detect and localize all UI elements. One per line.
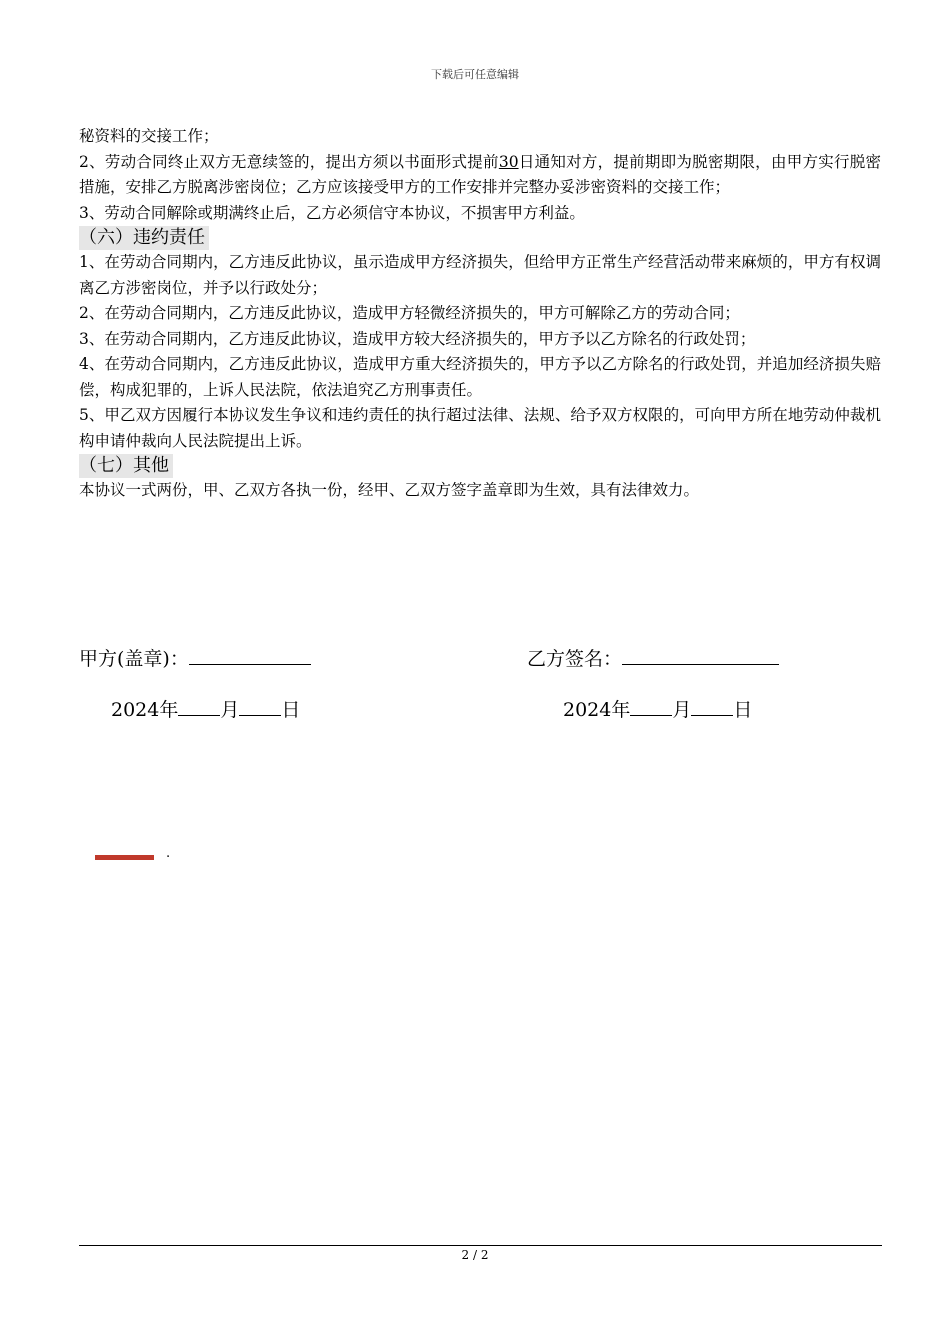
party-b-blank[interactable] [622, 646, 779, 665]
other-clause-1: 本协议一式两份，甲、乙双方各执一份，经甲、乙双方签字盖章即为生效，具有法律效力。 [79, 481, 700, 499]
party-b-month-blank[interactable] [630, 697, 672, 716]
breach-clause-2: 2、在劳动合同期内，乙方违反此协议，造成甲方轻微经济损失的，甲方可解除乙方的劳动合同； [79, 304, 740, 322]
breach-clause-3: 3、在劳动合同期内，乙方违反此协议，造成甲方较大经济损失的，甲方予以乙方除名的行政处罚； [79, 329, 756, 348]
paragraph-contract-termination: 2、劳动合同终止双方无意续签的，提出方须以书面形式提前30日通知对方，提前期即为脱密期限，由甲方实行脱密措施，安排乙方脱离涉密岗位；乙方应该接受甲方的工作安排并完整办妥涉密资料的交接工作； [79, 152, 881, 196]
party-a-signature [79, 646, 311, 672]
party-a-day-blank[interactable] [239, 697, 281, 716]
breach-clause-5: 5、甲乙双方因履行本协议发生争议和违约责任的执行超过法律、法规、给予双方权限的，可向甲方所在地劳动仲裁机构申请仲裁向人民法院提出上诉。 [79, 406, 881, 450]
document-body [79, 124, 881, 504]
paragraph-confidential-handover: 秘资料的交接工作； [79, 127, 219, 145]
paragraph-keep-agreement: 3、劳动合同解除或期满终止后，乙方必须信守本协议，不损害甲方利益。 [79, 203, 585, 222]
header-note: 下载后可任意编辑 [431, 68, 519, 81]
party-b-label: 乙方签名： [527, 648, 623, 670]
page-number: 2 / 2 [461, 1248, 489, 1262]
breach-clause-1: 1、在劳动合同期内，乙方违反此协议，虽示造成甲方经济损失，但给甲方正常生产经营活动带来麻烦的，甲方有权调离乙方涉密岗位，并予以行政处分； [79, 253, 881, 297]
party-b-signature [527, 646, 779, 672]
notice-days: 30 [498, 152, 519, 171]
footer-divider [79, 1245, 882, 1246]
breach-clause-4: 4、在劳动合同期内，乙方违反此协议，造成甲方重大经济损失的，甲方予以乙方除名的行政处罚，并追加经济损失赔偿，构成犯罪的，上诉人民法院，依法追究乙方刑事责任。 [79, 355, 881, 399]
trailing-dot: . [166, 846, 171, 861]
party-b-day-blank[interactable] [691, 697, 733, 716]
section-heading-other: （七）其他 [79, 454, 173, 478]
party-a-label: 甲方(盖章)： [79, 648, 189, 670]
red-bar-mark [95, 855, 154, 860]
party-a-date: 2024年 月 日 [111, 699, 301, 721]
party-a-month-blank[interactable] [178, 697, 220, 716]
party-a-blank[interactable] [189, 646, 311, 665]
party-b-date: 2024年 月 日 [563, 699, 753, 721]
section-heading-breach: （六）违约责任 [79, 226, 209, 250]
